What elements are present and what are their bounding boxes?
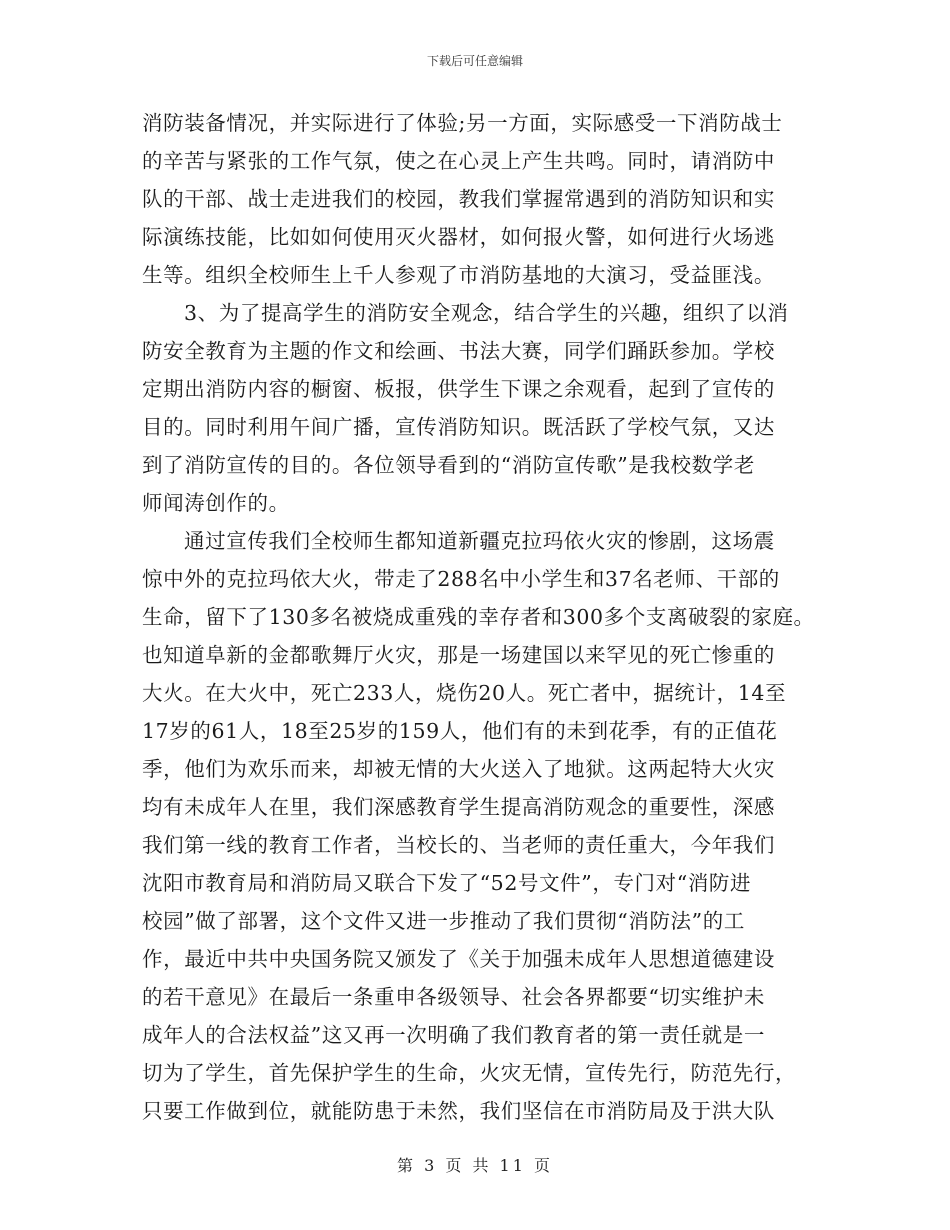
text-line: 均有未成年人在里，我们深感教育学生提高消防观念的重要性，深感	[142, 795, 775, 819]
text-line: 切为了学生，首先保护学生的生命，火灾无情，宣传先行，防范先行，	[142, 1061, 797, 1085]
text-line: 我们第一线的教育工作者，当校长的、当老师的责任重大，今年我们	[142, 833, 775, 857]
text-line: 的若干意见》在最后一条重申各级领导、社会各界都要“切实维护未	[142, 985, 765, 1009]
text-line: 只要工作做到位，就能防患于未然，我们坚信在市消防局及于洪大队	[142, 1099, 775, 1123]
text-line: 目的。同时利用午间广播，宣传消防知识。既活跃了学校气氛，又达	[142, 415, 775, 439]
text-line: 队的干部、战士走进我们的校园，教我们掌握常遇到的消防知识和实	[142, 187, 775, 211]
page-header: 下载后可任意编辑	[426, 54, 523, 68]
paragraph-start-line: 通过宣传我们全校师生都知道新疆克拉玛依火灾的惨剧，这场震	[184, 529, 775, 553]
text-line: 作，最近中共中央国务院又颁发了《关于加强未成年人思想道德建设	[142, 947, 775, 971]
text-line: 生等。组织全校师生上千人参观了市消防基地的大演习，受益匪浅。	[142, 263, 775, 287]
text-line: 也知道阜新的金都歌舞厅火灾，那是一场建国以来罕见的死亡惨重的	[142, 643, 775, 667]
text-line: 际演练技能，比如如何使用灭火器材，如何报火警，如何进行火场逃	[142, 225, 775, 249]
text-line: 防安全教育为主题的作文和绘画、书法大赛，同学们踊跃参加。学校	[142, 339, 775, 363]
text-line: 大火。在大火中，死亡233人，烧伤20人。死亡者中，据统计，14至	[142, 681, 787, 705]
page-number-footer: 第 3 页 共 11 页	[397, 1156, 553, 1175]
text-line: 的辛苦与紧张的工作气氛，使之在心灵上产生共鸣。同时，请消防中	[142, 149, 775, 173]
text-line: 定期出消防内容的橱窗、板报，供学生下课之余观看，起到了宣传的	[142, 377, 775, 401]
text-line: 师闻涛创作的。	[142, 491, 290, 515]
text-line: 惊中外的克拉玛依大火，带走了288名中小学生和37名老师、干部的	[142, 567, 780, 591]
text-line: 17岁的61人，18至25岁的159人，他们有的未到花季，有的正值花	[142, 719, 778, 743]
text-line: 消防装备情况，并实际进行了体验;另一方面，实际感受一下消防战士	[142, 111, 783, 135]
text-line: 生命，留下了130多名被烧成重残的幸存者和300多个支离破裂的家庭。	[142, 605, 815, 629]
text-line: 沈阳市教育局和消防局又联合下发了“52号文件”，专门对“消防进	[142, 871, 752, 895]
text-line: 成年人的合法权益”这又再一次明确了我们教育者的第一责任就是一	[142, 1023, 765, 1047]
document-body	[142, 104, 814, 1130]
text-line: 校园”做了部署，这个文件又进一步推动了我们贯彻“消防法”的工	[142, 909, 745, 933]
text-line: 季，他们为欢乐而来，却被无情的大火送入了地狱。这两起特大火灾	[142, 757, 775, 781]
text-line: 到了消防宣传的目的。各位领导看到的“消防宣传歌”是我校数学老	[142, 453, 755, 477]
paragraph-start-line: 3、为了提高学生的消防安全观念，结合学生的兴趣，组织了以消	[184, 301, 789, 325]
